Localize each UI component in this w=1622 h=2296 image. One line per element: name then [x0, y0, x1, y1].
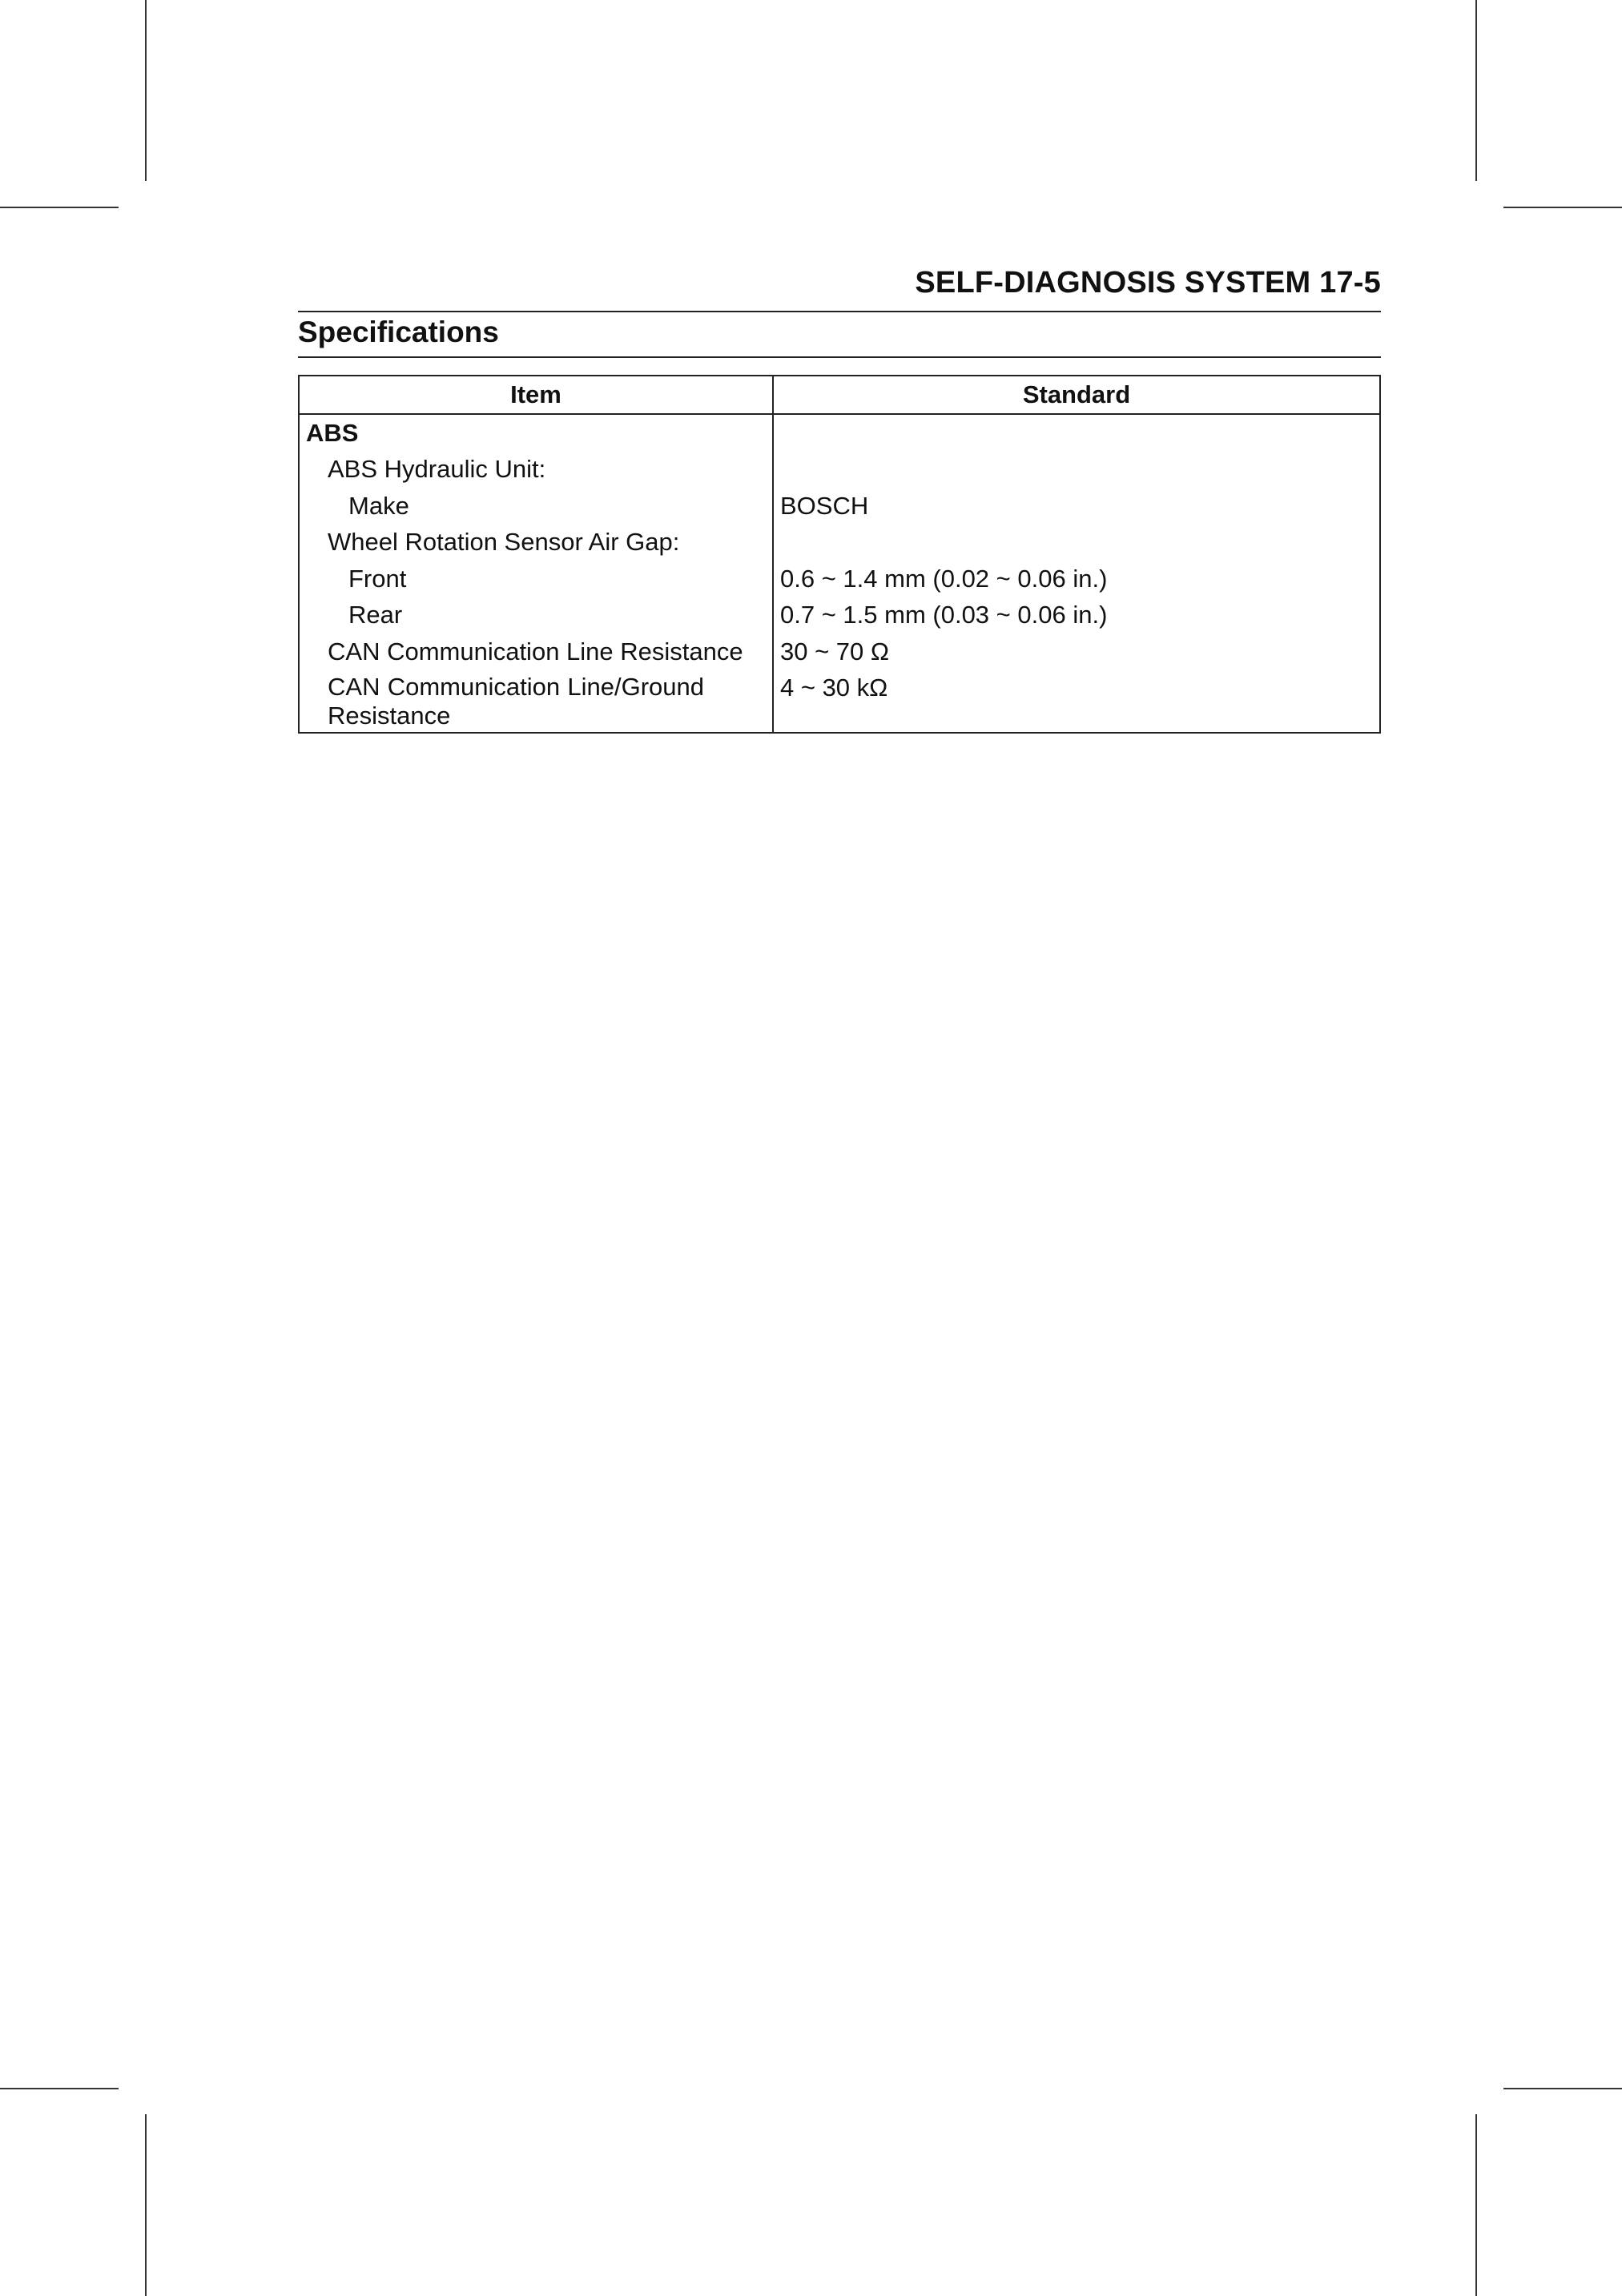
item-label: Wheel Rotation Sensor Air Gap: [328, 528, 680, 556]
item-cell [299, 488, 773, 525]
standard-cell [773, 451, 1380, 488]
crop-mark-top-left-horizontal [0, 207, 119, 208]
running-head: SELF-DIAGNOSIS SYSTEM 17-5 [915, 266, 1381, 300]
table-row [299, 451, 1380, 488]
standard-cell: 0.6 ~ 1.4 mm (0.02 ~ 0.06 in.) [773, 561, 1380, 597]
item-cell [299, 414, 773, 452]
specifications-table [298, 375, 1381, 734]
item-label: CAN Communication Line Resistance [328, 637, 743, 665]
item-label: Rear [348, 601, 403, 629]
item-cell [299, 669, 773, 733]
section-rule [298, 356, 1381, 358]
item-cell [299, 633, 773, 670]
crop-mark-top-right-vertical [1475, 0, 1477, 181]
standard-cell: 30 ~ 70 Ω [773, 633, 1380, 670]
table-row [299, 414, 1380, 452]
standard-cell [773, 524, 1380, 561]
item-label: ABS [306, 418, 359, 447]
item-label: CAN Communication Line/Ground Resistance [328, 673, 704, 730]
table-header-row [299, 376, 1380, 414]
crop-mark-top-right-horizontal [1503, 207, 1622, 208]
section-title: Specifications [298, 316, 499, 348]
table-row [299, 597, 1380, 633]
crop-mark-bottom-right-horizontal [1503, 2088, 1622, 2089]
item-cell [299, 597, 773, 633]
standard-cell: BOSCH [773, 488, 1380, 525]
table-row [299, 524, 1380, 561]
standard-cell [773, 414, 1380, 452]
crop-mark-top-left-vertical [145, 0, 147, 181]
crop-mark-bottom-right-vertical [1475, 2114, 1477, 2296]
header-rule [298, 311, 1381, 312]
item-label: ABS Hydraulic Unit: [328, 455, 546, 483]
item-label: Make [348, 491, 409, 520]
crop-mark-bottom-left-vertical [145, 2114, 147, 2296]
table-row [299, 561, 1380, 597]
item-cell [299, 451, 773, 488]
item-cell [299, 561, 773, 597]
standard-cell: 0.7 ~ 1.5 mm (0.03 ~ 0.06 in.) [773, 597, 1380, 633]
table-row [299, 633, 1380, 670]
column-header-item: Item [299, 376, 773, 414]
column-header-standard: Standard [773, 376, 1380, 414]
item-cell [299, 524, 773, 561]
table-row [299, 488, 1380, 525]
item-label: Front [348, 564, 407, 593]
crop-mark-bottom-left-horizontal [0, 2088, 119, 2089]
table-row [299, 669, 1380, 733]
standard-cell: 4 ~ 30 kΩ [773, 669, 1380, 733]
